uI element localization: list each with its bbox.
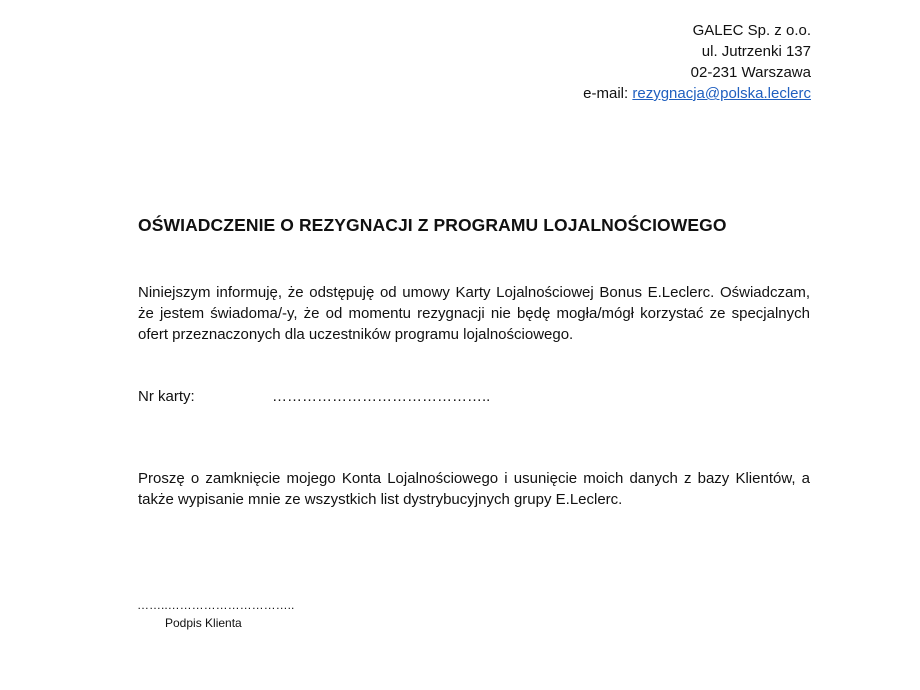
account-closure-paragraph: Proszę o zamknięcie mojego Konta Lojalnościowego i usunięcie moich danych z bazy Klientów, a także wypisanie mnie ze wszystkich list dystrybucyjnych grupy E.Leclerc.: [138, 470, 810, 508]
email-line: [583, 83, 811, 104]
email-prefix: e-mail:: [583, 85, 633, 102]
card-number-row: [138, 386, 490, 407]
city-postal-code: 02-231 Warszawa: [690, 64, 811, 81]
card-number-label: Nr karty:: [138, 388, 195, 405]
company-name: GALEC Sp. z o.o.: [692, 22, 811, 39]
signature-label: Podpis Klienta: [165, 616, 242, 630]
signature-line: ……..…………………………..: [137, 598, 295, 612]
recipient-address: [583, 20, 811, 104]
declaration-paragraph: Niniejszym informuję, że odstępuję od umowy Karty Lojalnościowej Bonus E.Leclerc. Oświadczam, że jestem świadoma/-y, że od momentu rezygnacji nie będę mogła/mógł korzystać ze specjalnych ofert przeznaczonych dla uczestników programu lojalnościowego.: [138, 284, 810, 343]
street-address: ul. Jutrzenki 137: [701, 43, 811, 60]
signature-block: [137, 596, 294, 632]
document-title: OŚWIADCZENIE O REZYGNACJI Z PROGRAMU LOJALNOŚCIOWEGO: [138, 215, 727, 235]
email-link[interactable]: rezygnacja@polska.leclerc: [632, 85, 811, 102]
card-number-blank: ……………………………………..: [272, 388, 491, 405]
